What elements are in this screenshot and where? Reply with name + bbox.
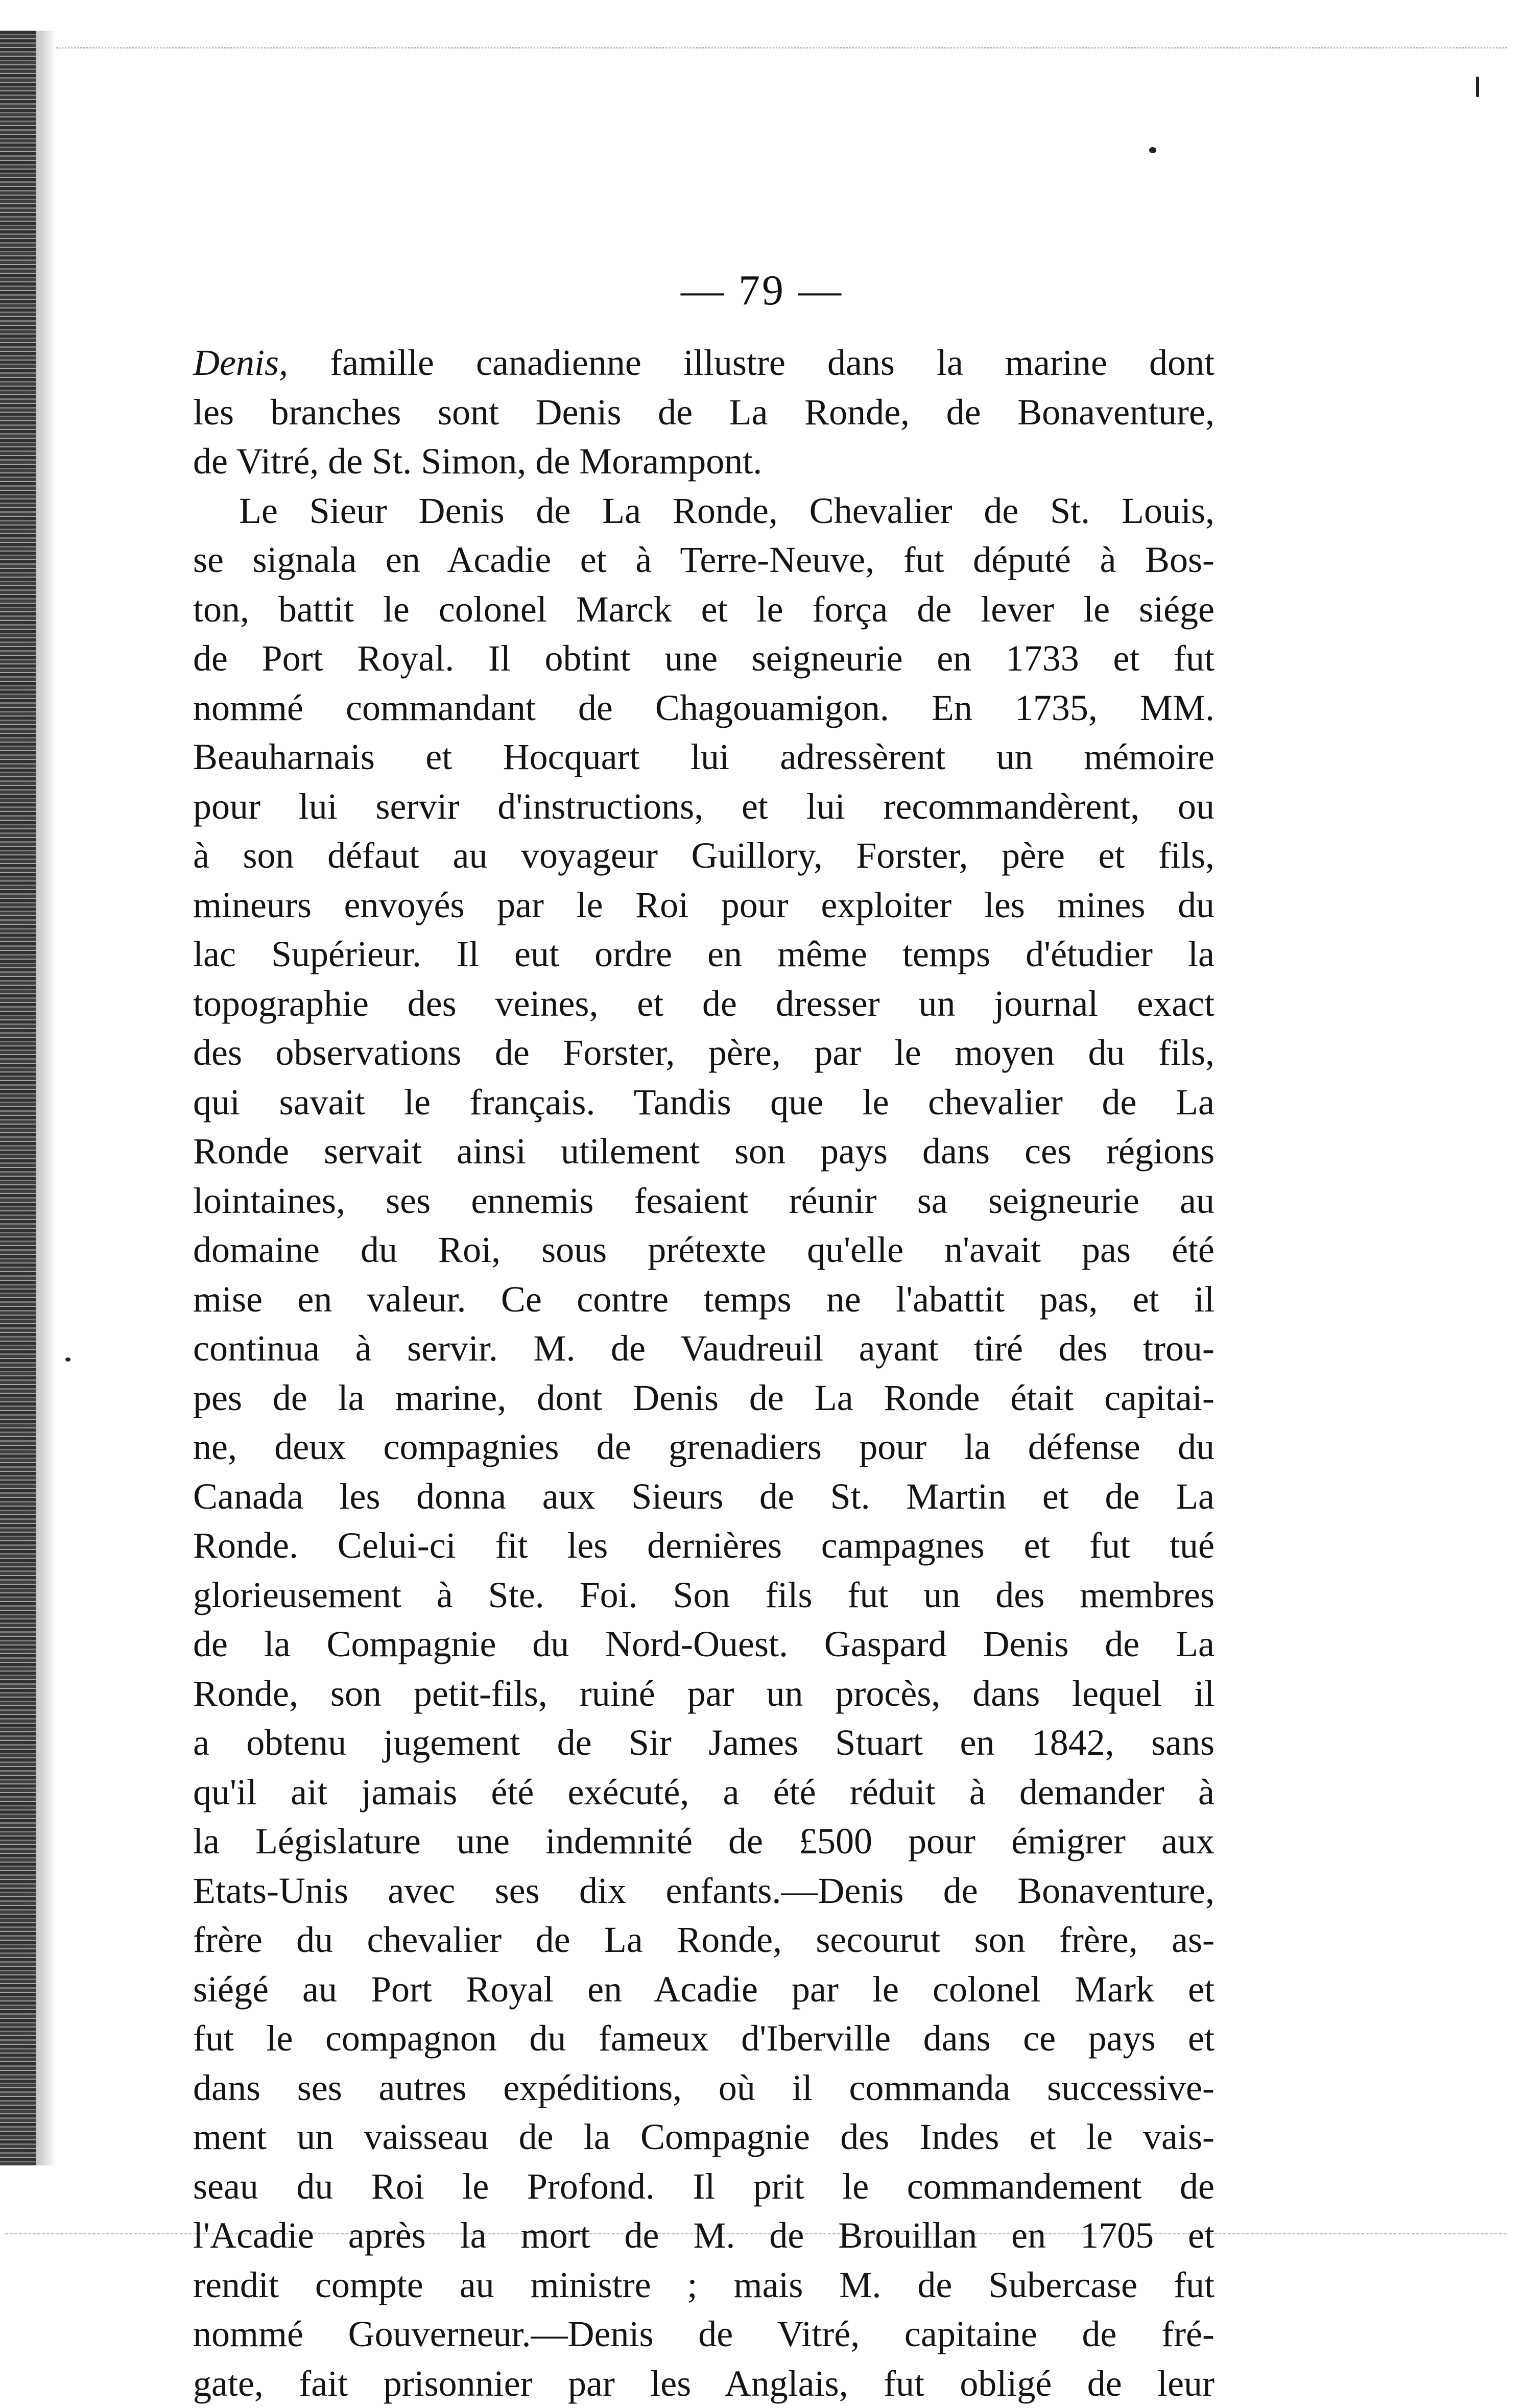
text-line: Canada les donna aux Sieurs de St. Martin et de La [193, 1472, 1215, 1521]
text-line: dans ses autres expéditions, où il commanda successive- [193, 2063, 1215, 2113]
text-line: se signala en Acadie et à Terre-Neuve, fut député à Bos- [193, 535, 1215, 585]
text-line: pes de la marine, dont Denis de La Ronde était capitai- [193, 1373, 1215, 1423]
text-line: Ronde servait ainsi utilement son pays dans ces régions [193, 1127, 1215, 1176]
page-number: — 79 — [0, 266, 1524, 315]
text-line: domaine du Roi, sous prétexte qu'elle n'avait pas été [193, 1225, 1215, 1275]
scan-noise-top [56, 47, 1507, 51]
text-line: de la Compagnie du Nord-Ouest. Gaspard Denis de La [193, 1619, 1215, 1669]
text-line: seau du Roi le Profond. Il prit le commandement de [193, 2162, 1215, 2211]
text-line: Le Sieur Denis de La Ronde, Chevalier de St. Louis, [193, 486, 1215, 536]
text-line: Ronde. Celui-ci fit les dernières campagnes et fut tué [193, 1521, 1215, 1570]
text-line: Etats-Unis avec ses dix enfants.—Denis de Bonaventure, [193, 1866, 1215, 1916]
text-line: siégé au Port Royal en Acadie par le colonel Mark et [193, 1965, 1215, 2014]
ink-speck [1149, 147, 1156, 153]
text-line: mineurs envoyés par le Roi pour exploiter les mines du [193, 880, 1215, 930]
text-line: de Port Royal. Il obtint une seigneurie en 1733 et fut [193, 634, 1215, 683]
text-line: pour lui servir d'instructions, et lui recommandèrent, ou [193, 782, 1215, 831]
text-line: glorieusement à Ste. Foi. Son fils fut un des membres [193, 1570, 1215, 1620]
text-line: qu'il ait jamais été exécuté, a été réduit à demander à [193, 1768, 1215, 1817]
text-line: Ronde, son petit-fils, ruiné par un procès, dans lequel il [193, 1669, 1215, 1719]
text-line: de Vitré, de St. Simon, de Morampont. [193, 437, 1215, 486]
text-line: lac Supérieur. Il eut ordre en même temps d'étudier la [193, 929, 1215, 979]
text-line: fut le compagnon du fameux d'Iberville dans ce pays et [193, 2014, 1215, 2063]
text-line: l'Acadie après la mort de M. de Brouillan en 1705 et [193, 2211, 1215, 2260]
text-line: à son défaut au voyageur Guillory, Forster, père et fils, [193, 831, 1215, 880]
text-line: continua à servir. M. de Vaudreuil ayant tiré des trou- [193, 1324, 1215, 1373]
text-line: nommé Gouverneur.—Denis de Vitré, capitaine de fré- [193, 2309, 1215, 2359]
lead-word: Denis, [193, 342, 288, 383]
text-line: ment un vaisseau de la Compagnie des Indes et le vais- [193, 2112, 1215, 2162]
text-line: qui savait le français. Tandis que le chevalier de La [193, 1078, 1215, 1127]
text-line: la Législature une indemnité de £500 pour émigrer aux [193, 1817, 1215, 1866]
ink-speck [1476, 77, 1479, 97]
text-line: des observations de Forster, père, par le moyen du fils, [193, 1028, 1215, 1078]
text-line: nommé commandant de Chagouamigon. En 1735, MM. [193, 683, 1215, 733]
text-line: frère du chevalier de La Ronde, secourut son frère, as- [193, 1915, 1215, 1965]
text-line: gate, fait prisonnier par les Anglais, fut obligé de leur [193, 2359, 1215, 2408]
text-line: les branches sont Denis de La Ronde, de Bonaventure, [193, 388, 1215, 437]
text-line: ne, deux compagnies de grenadiers pour la défense du [193, 1422, 1215, 1472]
text-line: topographie des veines, et de dresser un journal exact [193, 979, 1215, 1029]
text-line: Denis, famille canadienne illustre dans la marine dont [193, 338, 1215, 388]
body-text [193, 338, 1215, 2408]
ink-speck [65, 1357, 70, 1362]
binding-edge [0, 31, 36, 2165]
text-line: mise en valeur. Ce contre temps ne l'abattit pas, et il [193, 1275, 1215, 1324]
text-line: ton, battit le colonel Marck et le força de lever le siége [193, 585, 1215, 634]
text-line: a obtenu jugement de Sir James Stuart en 1842, sans [193, 1718, 1215, 1768]
binding-shadow [36, 31, 56, 2165]
text-line: Beauharnais et Hocquart lui adressèrent un mémoire [193, 732, 1215, 782]
text-line: lointaines, ses ennemis fesaient réunir sa seigneurie au [193, 1176, 1215, 1226]
text-line: rendit compte au ministre ; mais M. de Subercase fut [193, 2260, 1215, 2310]
